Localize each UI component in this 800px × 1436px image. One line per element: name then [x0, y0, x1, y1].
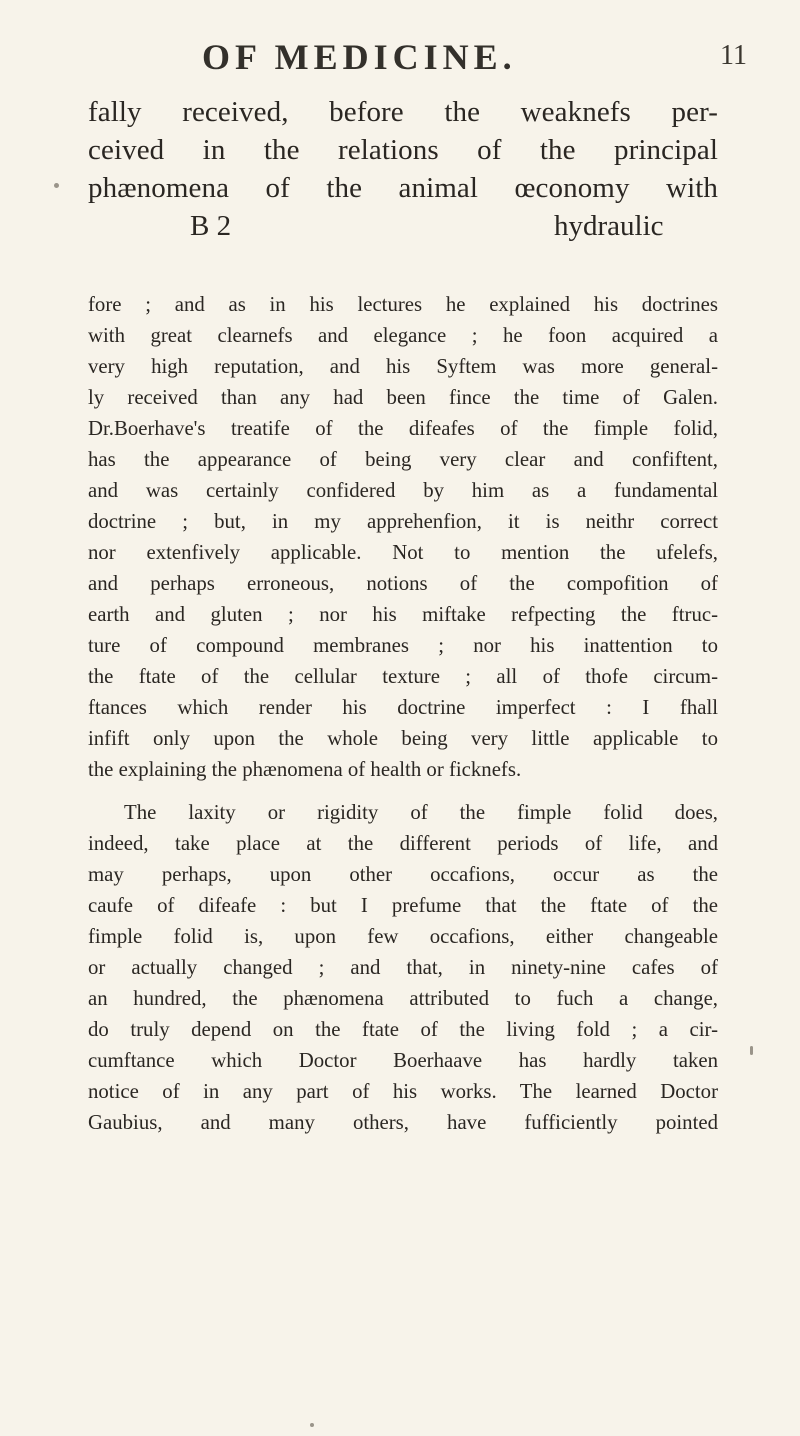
- text-line: indeed, take place at the different periods of life, and: [88, 832, 718, 855]
- text-line: do truly depend on the ftate of the living fold ; a cir-: [88, 1018, 718, 1041]
- text-line: with great clearnefs and elegance ; he foon acquired a: [88, 324, 718, 347]
- text-line: Gaubius, and many others, have fufficiently pointed: [88, 1111, 718, 1134]
- text-line: caufe of difeafe : but I prefume that the ftate of the: [88, 894, 718, 917]
- page-number: 11: [720, 40, 747, 71]
- text-line: fore ; and as in his lectures he explained his doctrines: [88, 293, 718, 316]
- text-line: or actually changed ; and that, in ninety-nine cafes of: [88, 956, 718, 979]
- catchword: hydraulic: [554, 210, 664, 242]
- text-line: may perhaps, upon other occafions, occur as the: [88, 863, 718, 886]
- text-line: an hundred, the phænomena attributed to fuch a change,: [88, 987, 718, 1010]
- lower-paragraph: [88, 293, 718, 1393]
- text-line: cumftance which Doctor Boerhaave has hardly taken: [88, 1049, 718, 1072]
- text-line: notice of in any part of his works. The learned Doctor: [88, 1080, 718, 1103]
- text-line: The laxity or rigidity of the fimple folid does,: [124, 801, 718, 824]
- text-line: fimple folid is, upon few occafions, either changeable: [88, 925, 718, 948]
- text-line: very high reputation, and his Syftem was more general-: [88, 355, 718, 378]
- text-line: the explaining the phænomena of health or ficknefs.: [88, 758, 522, 781]
- text-line: ture of compound membranes ; nor his inattention to: [88, 634, 718, 657]
- text-line: nor extenfively applicable. Not to mention the ufelefs,: [88, 541, 718, 564]
- text-line: ly received than any had been fince the time of Galen.: [88, 386, 718, 409]
- text-line: phænomena of the animal œconomy with: [88, 172, 718, 204]
- signature-mark: B 2: [190, 210, 232, 242]
- running-head: [0, 36, 800, 86]
- text-line: has the appearance of being very clear and confiftent,: [88, 448, 718, 471]
- ink-speck: [310, 1423, 314, 1427]
- text-line: ceived in the relations of the principal: [88, 134, 718, 166]
- text-line: and was certainly confidered by him as a fundamental: [88, 479, 718, 502]
- text-line: and perhaps erroneous, notions of the compofition of: [88, 572, 718, 595]
- ink-speck: [54, 183, 59, 188]
- text-line: doctrine ; but, in my apprehenfion, it is neithr correct: [88, 510, 718, 533]
- text-line: the ftate of the cellular texture ; all of thofe circum-: [88, 665, 718, 688]
- running-title: OF MEDICINE.: [202, 37, 517, 77]
- text-line: earth and gluten ; nor his miftake refpecting the ftruc-: [88, 603, 718, 626]
- ink-speck: [750, 1046, 753, 1055]
- text-line: infift only upon the whole being very little applicable to: [88, 727, 718, 750]
- text-line: ftances which render his doctrine imperfect : I fhall: [88, 696, 718, 719]
- upper-paragraph: [88, 96, 718, 306]
- text-line: fally received, before the weaknefs per-: [88, 96, 718, 128]
- text-line: Dr.Boerhave's treatife of the difeafes of the fimple folid,: [88, 417, 718, 440]
